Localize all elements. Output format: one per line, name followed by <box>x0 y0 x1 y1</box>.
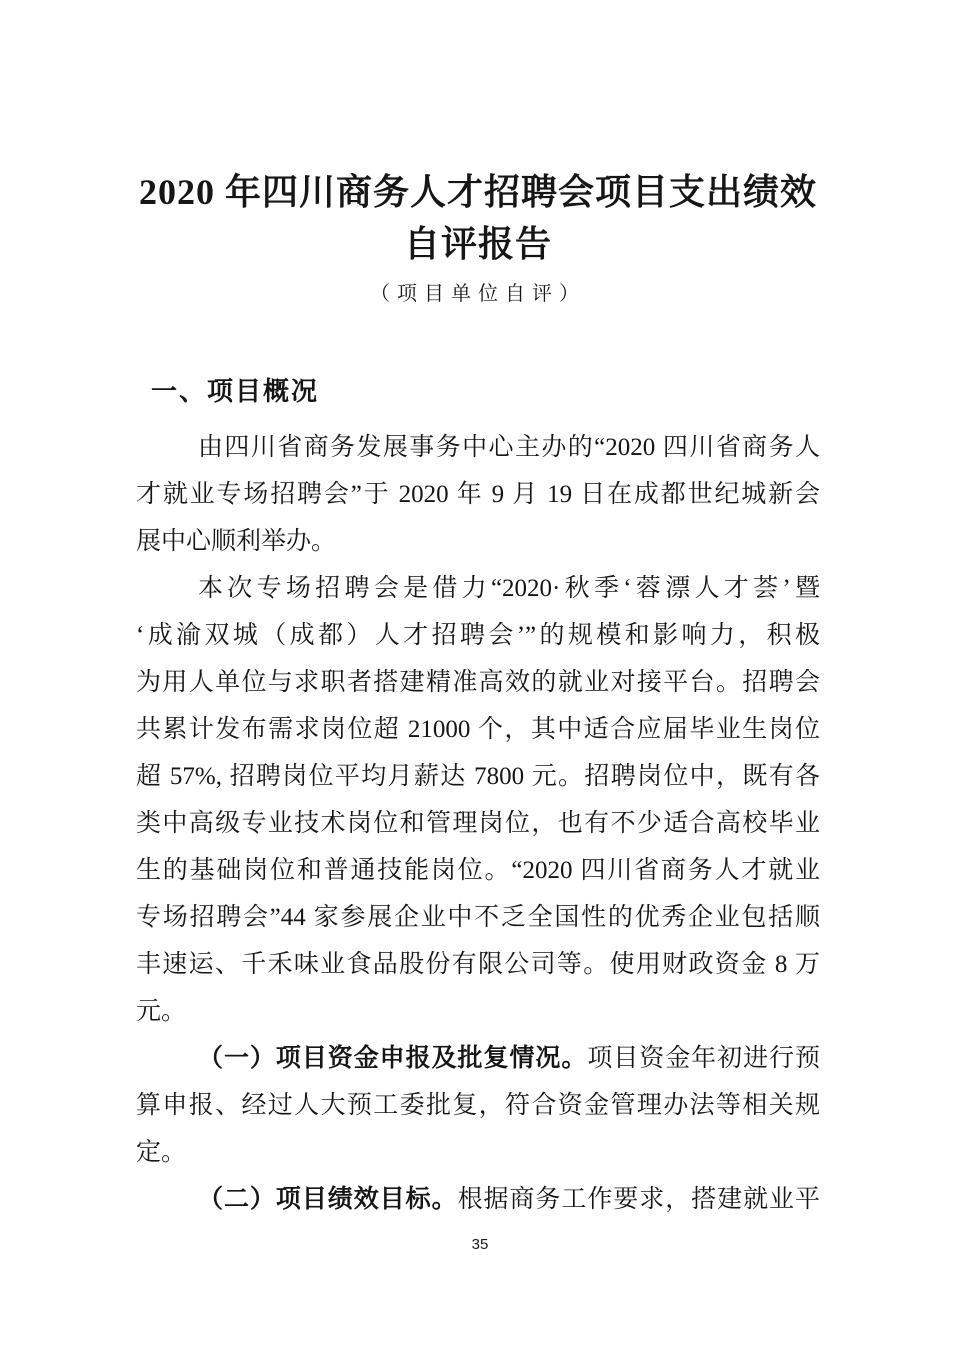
body-line: 算申报、经过人大预工委批复，符合资金管理办法等相关规 <box>136 1092 820 1119</box>
document-title <box>136 166 820 270</box>
body-line: 共累计发布需求岗位超 21000 个，其中适合应届毕业生岗位 <box>136 716 820 743</box>
section-heading: 一、项目概况 <box>151 376 320 406</box>
body-line: 专场招聘会”44 家参展企业中不乏全国性的优秀企业包括顺 <box>136 904 820 931</box>
body-line <box>136 1176 820 1223</box>
body-line: ‘成渝双城（成都）人才招聘会’”的规模和影响力，积极 <box>136 622 820 649</box>
body-line <box>136 1035 820 1082</box>
body-line: 展中心顺利举办。 <box>136 528 337 555</box>
body-line: 超 57%, 招聘岗位平均月薪达 7800 元。招聘岗位中，既有各 <box>136 763 820 790</box>
body-line: 类中高级专业技术岗位和管理岗位，也有不少适合高校毕业 <box>136 810 820 837</box>
body-line: 丰速运、千禾味业食品股份有限公司等。使用财政资金 8 万 <box>136 951 820 978</box>
document-title-line2: 自评报告 <box>403 224 552 264</box>
body-line: 定。 <box>136 1139 187 1166</box>
document-title-line1: 2020 年四川商务人才招聘会项目支出绩效 <box>138 172 817 212</box>
document-content <box>136 0 820 1223</box>
document-subtitle: （项目单位自评） <box>370 283 586 305</box>
body-line-text: 根据商务工作要求，搭建就业平 <box>457 1186 820 1213</box>
body-line: 生的基础岗位和普通技能岗位。“2020 四川省商务人才就业 <box>136 857 820 884</box>
body-line: 元。 <box>136 998 187 1025</box>
body-line: 为用人单位与求职者搭建精准高效的就业对接平台。招聘会 <box>136 669 820 696</box>
body-line: 由四川省商务发展事务中心主办的“2020 四川省商务人 <box>198 434 820 461</box>
body-line-text: 项目资金年初进行预 <box>587 1045 820 1072</box>
body-line: 才就业专场招聘会”于 2020 年 9 月 19 日在成都世纪城新会 <box>136 481 820 508</box>
subheading-performance-goal: （二）项目绩效目标。 <box>198 1186 458 1213</box>
body-text <box>136 424 820 1223</box>
body-line: 本次专场招聘会是借力“2020·秋季‘蓉漂人才荟’暨 <box>198 575 820 602</box>
subheading-funding: （一）项目资金申报及批复情况。 <box>198 1045 588 1072</box>
page-number: 35 <box>471 1236 489 1253</box>
